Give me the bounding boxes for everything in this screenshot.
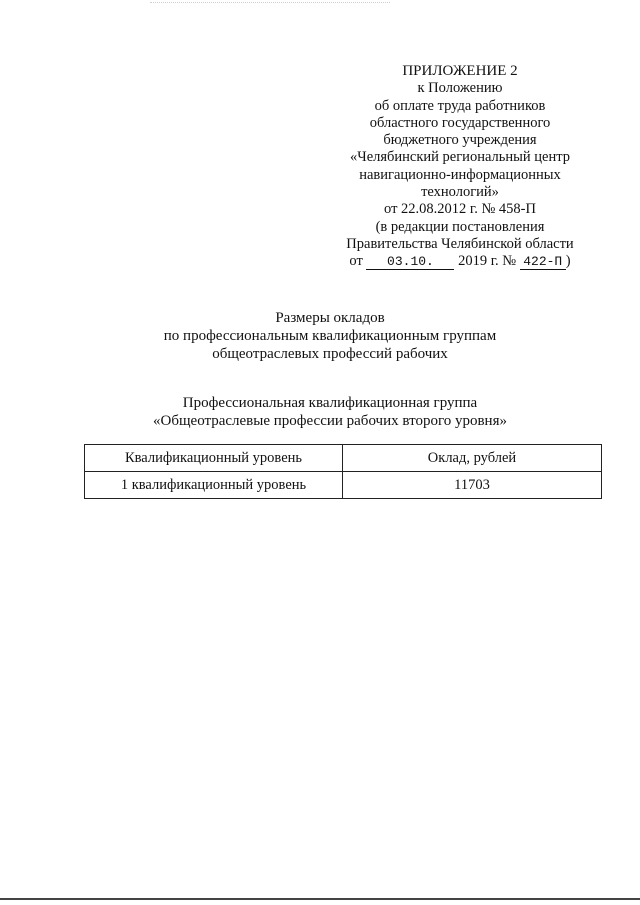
appendix-line: бюджетного учреждения bbox=[383, 132, 537, 149]
sizes-heading-line: по профессиональным квалификационным группам bbox=[163, 328, 497, 344]
appendix-line: навигационно-информационных bbox=[359, 166, 561, 183]
edition-line bbox=[320, 253, 600, 270]
appendix-line: (в редакции постановления bbox=[375, 218, 545, 235]
edition-number-handwritten: 422-П bbox=[520, 255, 566, 270]
salary-table bbox=[84, 444, 602, 499]
appendix-block bbox=[320, 63, 600, 271]
sizes-heading bbox=[80, 309, 580, 363]
sizes-heading-line: Размеры окладов bbox=[275, 310, 385, 326]
appendix-line: от 22.08.2012 г. № 458-П bbox=[384, 201, 536, 218]
table-header-row bbox=[85, 445, 602, 472]
table-cell: 11703 bbox=[343, 472, 602, 499]
table-header-cell: Квалификационный уровень bbox=[85, 445, 343, 472]
sizes-heading-line: общеотраслевых профессий рабочих bbox=[212, 346, 448, 362]
edition-suffix: ) bbox=[565, 253, 571, 270]
edition-date-handwritten: 03.10. bbox=[366, 255, 454, 270]
appendix-line: «Челябинский региональный центр bbox=[350, 149, 570, 166]
appendix-line: технологий» bbox=[421, 184, 499, 201]
appendix-line: Правительства Челябинской области bbox=[346, 235, 574, 252]
scan-artifact-bottom bbox=[0, 898, 640, 900]
group-heading bbox=[80, 394, 580, 430]
edition-prefix: от bbox=[349, 253, 363, 270]
appendix-title: ПРИЛОЖЕНИЕ 2 bbox=[402, 63, 518, 79]
scan-artifact-top bbox=[150, 2, 390, 4]
appendix-line: к Положению bbox=[417, 80, 503, 97]
group-heading-line: Профессиональная квалификационная группа bbox=[182, 395, 478, 411]
table-cell: 1 квалификационный уровень bbox=[85, 472, 343, 499]
edition-year: 2019 г. № bbox=[458, 253, 517, 270]
appendix-line: областного государственного bbox=[369, 114, 551, 131]
table-row bbox=[85, 472, 602, 499]
appendix-line: об оплате труда работников bbox=[374, 97, 546, 114]
group-heading-line: «Общеотраслевые профессии рабочих второго уровня» bbox=[153, 413, 507, 429]
table-header-cell: Оклад, рублей bbox=[343, 445, 602, 472]
